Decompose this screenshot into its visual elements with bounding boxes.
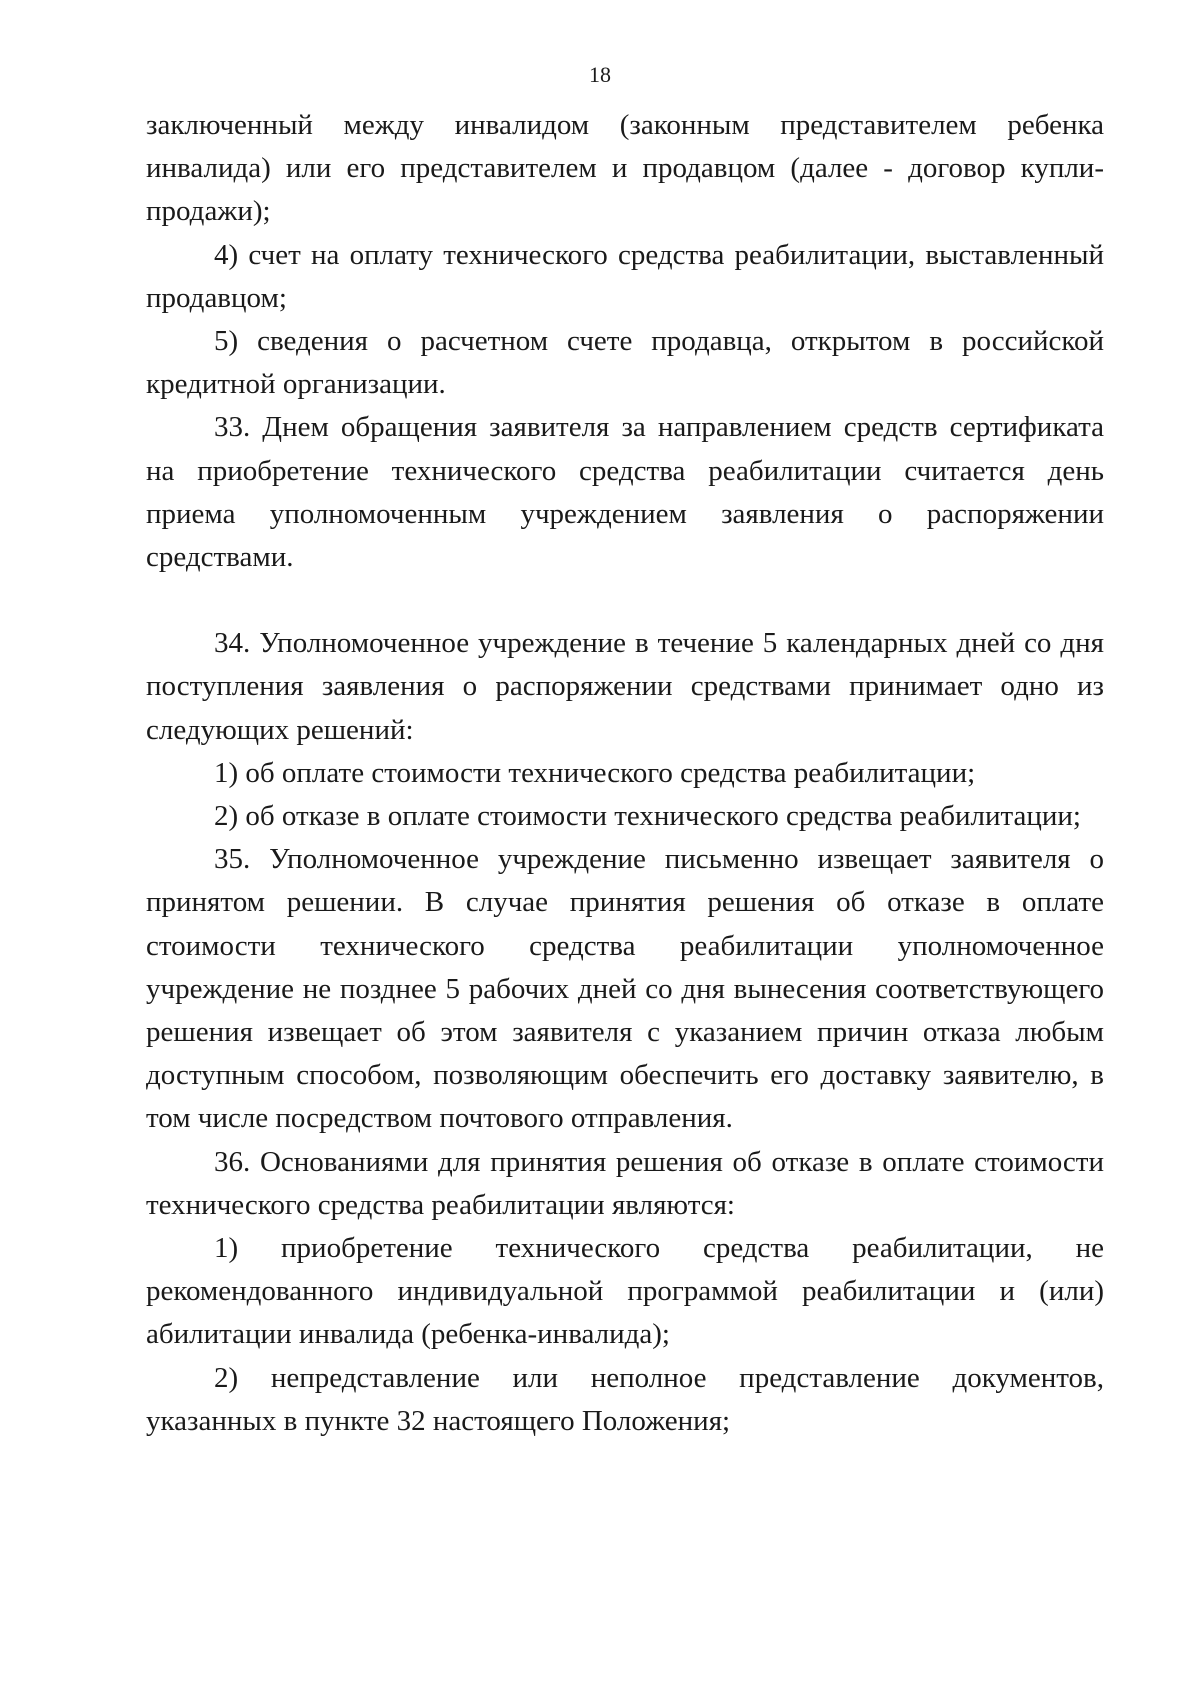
paragraph-continuation: заключенный между инвалидом (законным представителем ребенка инвалида) или его представителем и продавцом (далее - договор купли-продажи);	[146, 109, 1104, 228]
paragraph-33: 33. Днем обращения заявителя за направлением средств сертификата на приобретение технического средства реабилитации считается день приема уполномоченным учреждением заявления о распоряжении средствами.	[146, 411, 1104, 574]
paragraph-34: 34. Уполномоченное учреждение в течение 5 календарных дней со дня поступления заявления о распоряжении средствами принимает одно из следующих решений:	[146, 627, 1104, 746]
paragraph-35: 35. Уполномоченное учреждение письменно извещает заявителя о принятом решении. В случае принятия решения об отказе в оплате стоимости технического средства реабилитации уполномоченное учреждение не позднее 5 рабочих дней со дня вынесения соответствующего решения извещает об этом заявителя с указанием причин отказа любым доступным способом, позволяющим обеспечить его доставку заявителю, в том числе посредством почтового отправления.	[146, 843, 1104, 1135]
document-body	[146, 104, 1104, 1443]
paragraph-item-4: 4) счет на оплату технического средства реабилитации, выставленный продавцом;	[146, 238, 1104, 314]
paragraph-34-item-2: 2) об отказе в оплате стоимости технического средства реабилитации;	[214, 800, 1081, 833]
paragraph-36: 36. Основаниями для принятия решения об отказе в оплате стоимости технического средства реабилитации являются:	[146, 1145, 1104, 1221]
paragraph-36-item-2: 2) непредставление или неполное представление документов, указанных в пункте 32 настоящего Положения;	[146, 1361, 1104, 1437]
paragraph-item-5: 5) сведения о расчетном счете продавца, открытом в российской кредитной организации.	[146, 325, 1104, 401]
page-number: 18	[589, 62, 611, 87]
paragraph-36-item-1: 1) приобретение технического средства реабилитации, не рекомендованного индивидуальной программой реабилитации и (или) абилитации инвалида (ребенка-инвалида);	[146, 1232, 1104, 1351]
paragraph-34-item-1: 1) об оплате стоимости технического средства реабилитации;	[214, 756, 976, 789]
